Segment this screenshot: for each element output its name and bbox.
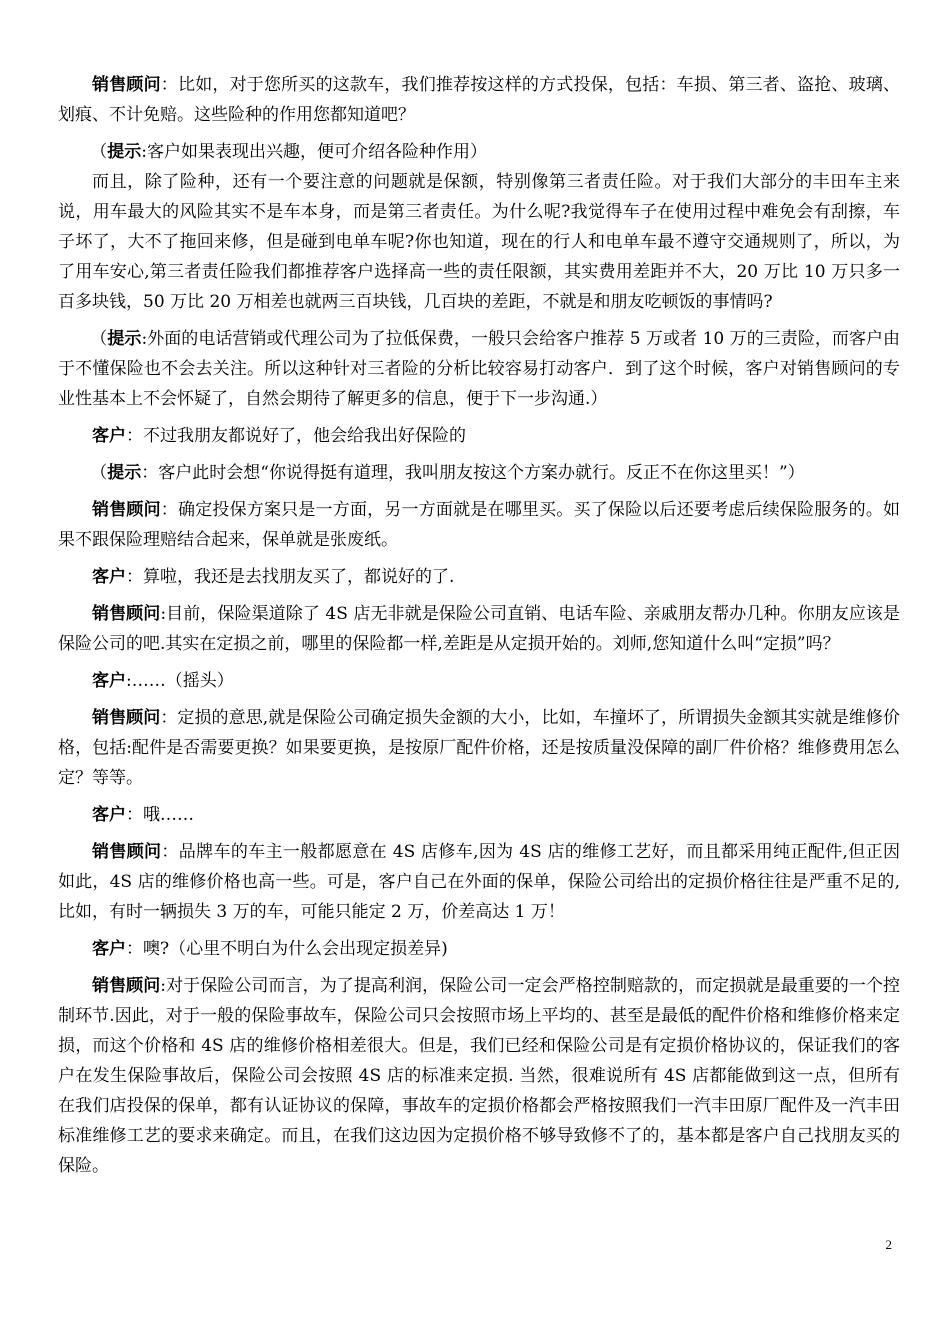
- speaker-label: 销售顾问: [92, 842, 162, 862]
- speaker-separator: ：: [126, 426, 143, 446]
- dialogue-paragraph: [58, 495, 900, 555]
- speaker-label: 销售顾问: [92, 604, 161, 624]
- tip-paragraph: [58, 137, 900, 167]
- speaker-separator: :: [126, 671, 132, 691]
- speaker-label: 销售顾问: [92, 976, 161, 996]
- speaker-separator: :: [141, 329, 148, 349]
- dialogue-paragraph: [58, 421, 900, 451]
- speaker-separator: ：: [161, 842, 179, 862]
- speaker-separator: ：: [126, 805, 143, 825]
- dialogue-paragraph: [58, 837, 900, 927]
- paragraph-text: 而且，除了险种，还有一个要注意的问题就是保额，特别像第三者责任险。对于我们大部分的丰田车主来说，用车最大的风险其实不是车本身，而是第三者责任。为什么呢?我觉得车子在使用过程中难免会有刮擦，车子坏了，大不了拖回来修，但是碰到电单车呢?你也知道，现在的行人和电单车最不遵守交通规则了，所以，为了用车安心,第三者责任险我们都推荐客户选择高一些的责任限额，其实费用差距并不大，20 万比 10 万只多一百多块钱，50 万比 20 万相差也就两三百块钱，几百块的差距，不就是和朋友吃顿饭的事情吗?: [58, 172, 900, 312]
- paragraph-text: ……（摇头）: [131, 671, 234, 691]
- speaker-separator: ：: [160, 708, 178, 728]
- speaker-label: 客户: [92, 939, 126, 959]
- open-paren: （: [90, 142, 108, 162]
- speaker-separator: :: [160, 604, 167, 624]
- speaker-separator: :: [160, 976, 167, 996]
- body-paragraph: [58, 167, 900, 317]
- paragraph-text: 算啦，我还是去找朋友买了，都说好的了.: [143, 567, 455, 587]
- speaker-label: 客户: [92, 671, 126, 691]
- paragraph-text: 哦……: [143, 805, 194, 825]
- paragraph-text: 不过我朋友都说好了，他会给我出好保险的: [143, 426, 466, 446]
- dialogue-paragraph: [58, 70, 900, 130]
- tip-label: 提示: [107, 142, 142, 162]
- speaker-separator: :: [141, 142, 148, 162]
- speaker-label: 客户: [92, 426, 126, 446]
- speaker-label: 客户: [92, 567, 126, 587]
- dialogue-paragraph: [58, 800, 900, 830]
- paragraph-text: 外面的电话营销或代理公司为了拉低保费，一般只会给客户推荐 5 万或者 10 万的三责险，而客户由于不懂保险也不会去关注。所以这种针对三者险的分析比较容易打动客户．到了这个时候，客户对销售顾问的专业性基本上不会怀疑了，自然会期待了解更多的信息，便于下一步沟通.）: [58, 329, 901, 409]
- paragraph-text: 定损的意思,就是保险公司确定损失金额的大小，比如，车撞坏了，所谓损失金额其实就是维修价格，包括:配件是否需要更换？如果要更换，是按原厂配件价格，还是按质量没保障的副厂件价格？维修费用怎么定？等等。: [58, 708, 901, 788]
- tip-paragraph: [58, 458, 900, 488]
- speaker-separator: ：: [160, 75, 178, 95]
- dialogue-paragraph: [58, 599, 900, 659]
- open-paren: （: [90, 329, 108, 349]
- speaker-separator: ：: [141, 463, 159, 483]
- dialogue-paragraph: [58, 562, 900, 592]
- dialogue-paragraph: [58, 934, 900, 964]
- dialogue-paragraph: [58, 971, 900, 1181]
- dialogue-paragraph: [58, 703, 900, 793]
- tip-label: 提示: [107, 329, 142, 349]
- speaker-separator: ：: [126, 567, 143, 587]
- tip-label: 提示: [107, 463, 142, 483]
- paragraph-text: 比如，对于您所买的这款车，我们推荐按这样的方式投保，包括：车损、第三者、盗抢、玻璃、划痕、不计免赔。这些险种的作用您都知道吧？: [58, 75, 901, 125]
- paragraph-text: 品牌车的车主一般都愿意在 4S 店修车,因为 4S 店的维修工艺好，而且都采用纯正配件,但正因如此，4S 店的维修价格也高一些。可是，客户自己在外面的保单，保险公司给出的定损价格往往是严重不足的,比如，有时一辆损失 3 万的车，可能只能定 2 万，价差高达 1 万！: [58, 842, 900, 922]
- document-body: [58, 70, 900, 1188]
- dialogue-paragraph: [58, 666, 900, 696]
- speaker-label: 销售顾问: [92, 708, 161, 728]
- page-number: 2: [885, 1237, 892, 1252]
- paragraph-text: 对于保险公司而言，为了提高利润，保险公司一定会严格控制赔款的，而定损就是最重要的一个控制环节.因此，对于一般的保险事故车，保险公司只会按照市场上平均的、甚至是最低的配件价格和维修价格来定损，而这个价格和 4S 店的维修价格相差很大。但是，我们已经和保险公司是有定损价格协议的，保证我们的客户在发生保险事故后，保险公司会按照 4S 店的标准来定损. 当然，很难说所有 4S 店都能做到这一点，但所有在我们店投保的保单，都有认证协议的保障，事故车的定损价格都会严格按照我们一汽丰田原厂配件及一汽丰田标准维修工艺的要求来确定。而且，在我们这边因为定损价格不够导致修不了的，基本都是客户自己找朋友买的保险。: [58, 976, 901, 1176]
- paragraph-text: 目前，保险渠道除了 4S 店无非就是保险公司直销、电话车险、亲戚朋友帮办几种。你朋友应该是保险公司的吧.其实在定损之前，哪里的保险都一样,差距是从定损开始的。刘师,您知道什么叫“定损”吗？: [58, 604, 900, 654]
- paragraph-text: 噢?（心里不明白为什么会出现定损差异): [143, 939, 448, 959]
- open-paren: （: [90, 463, 108, 483]
- paragraph-text: 客户如果表现出兴趣，便可介绍各险种作用）: [147, 142, 488, 162]
- speaker-label: 销售顾问: [92, 500, 161, 520]
- paragraph-text: 客户此时会想“你说得挺有道理，我叫朋友按这个方案办就行。反正不在你这里买！”）: [158, 463, 805, 483]
- speaker-label: 客户: [92, 805, 126, 825]
- speaker-separator: ：: [160, 500, 178, 520]
- speaker-separator: ：: [126, 939, 143, 959]
- speaker-label: 销售顾问: [92, 75, 161, 95]
- tip-paragraph: [58, 324, 900, 414]
- paragraph-text: 确定投保方案只是一方面，另一方面就是在哪里买。买了保险以后还要考虑后续保险服务的。如果不跟保险理赔结合起来，保单就是张废纸。: [58, 500, 901, 550]
